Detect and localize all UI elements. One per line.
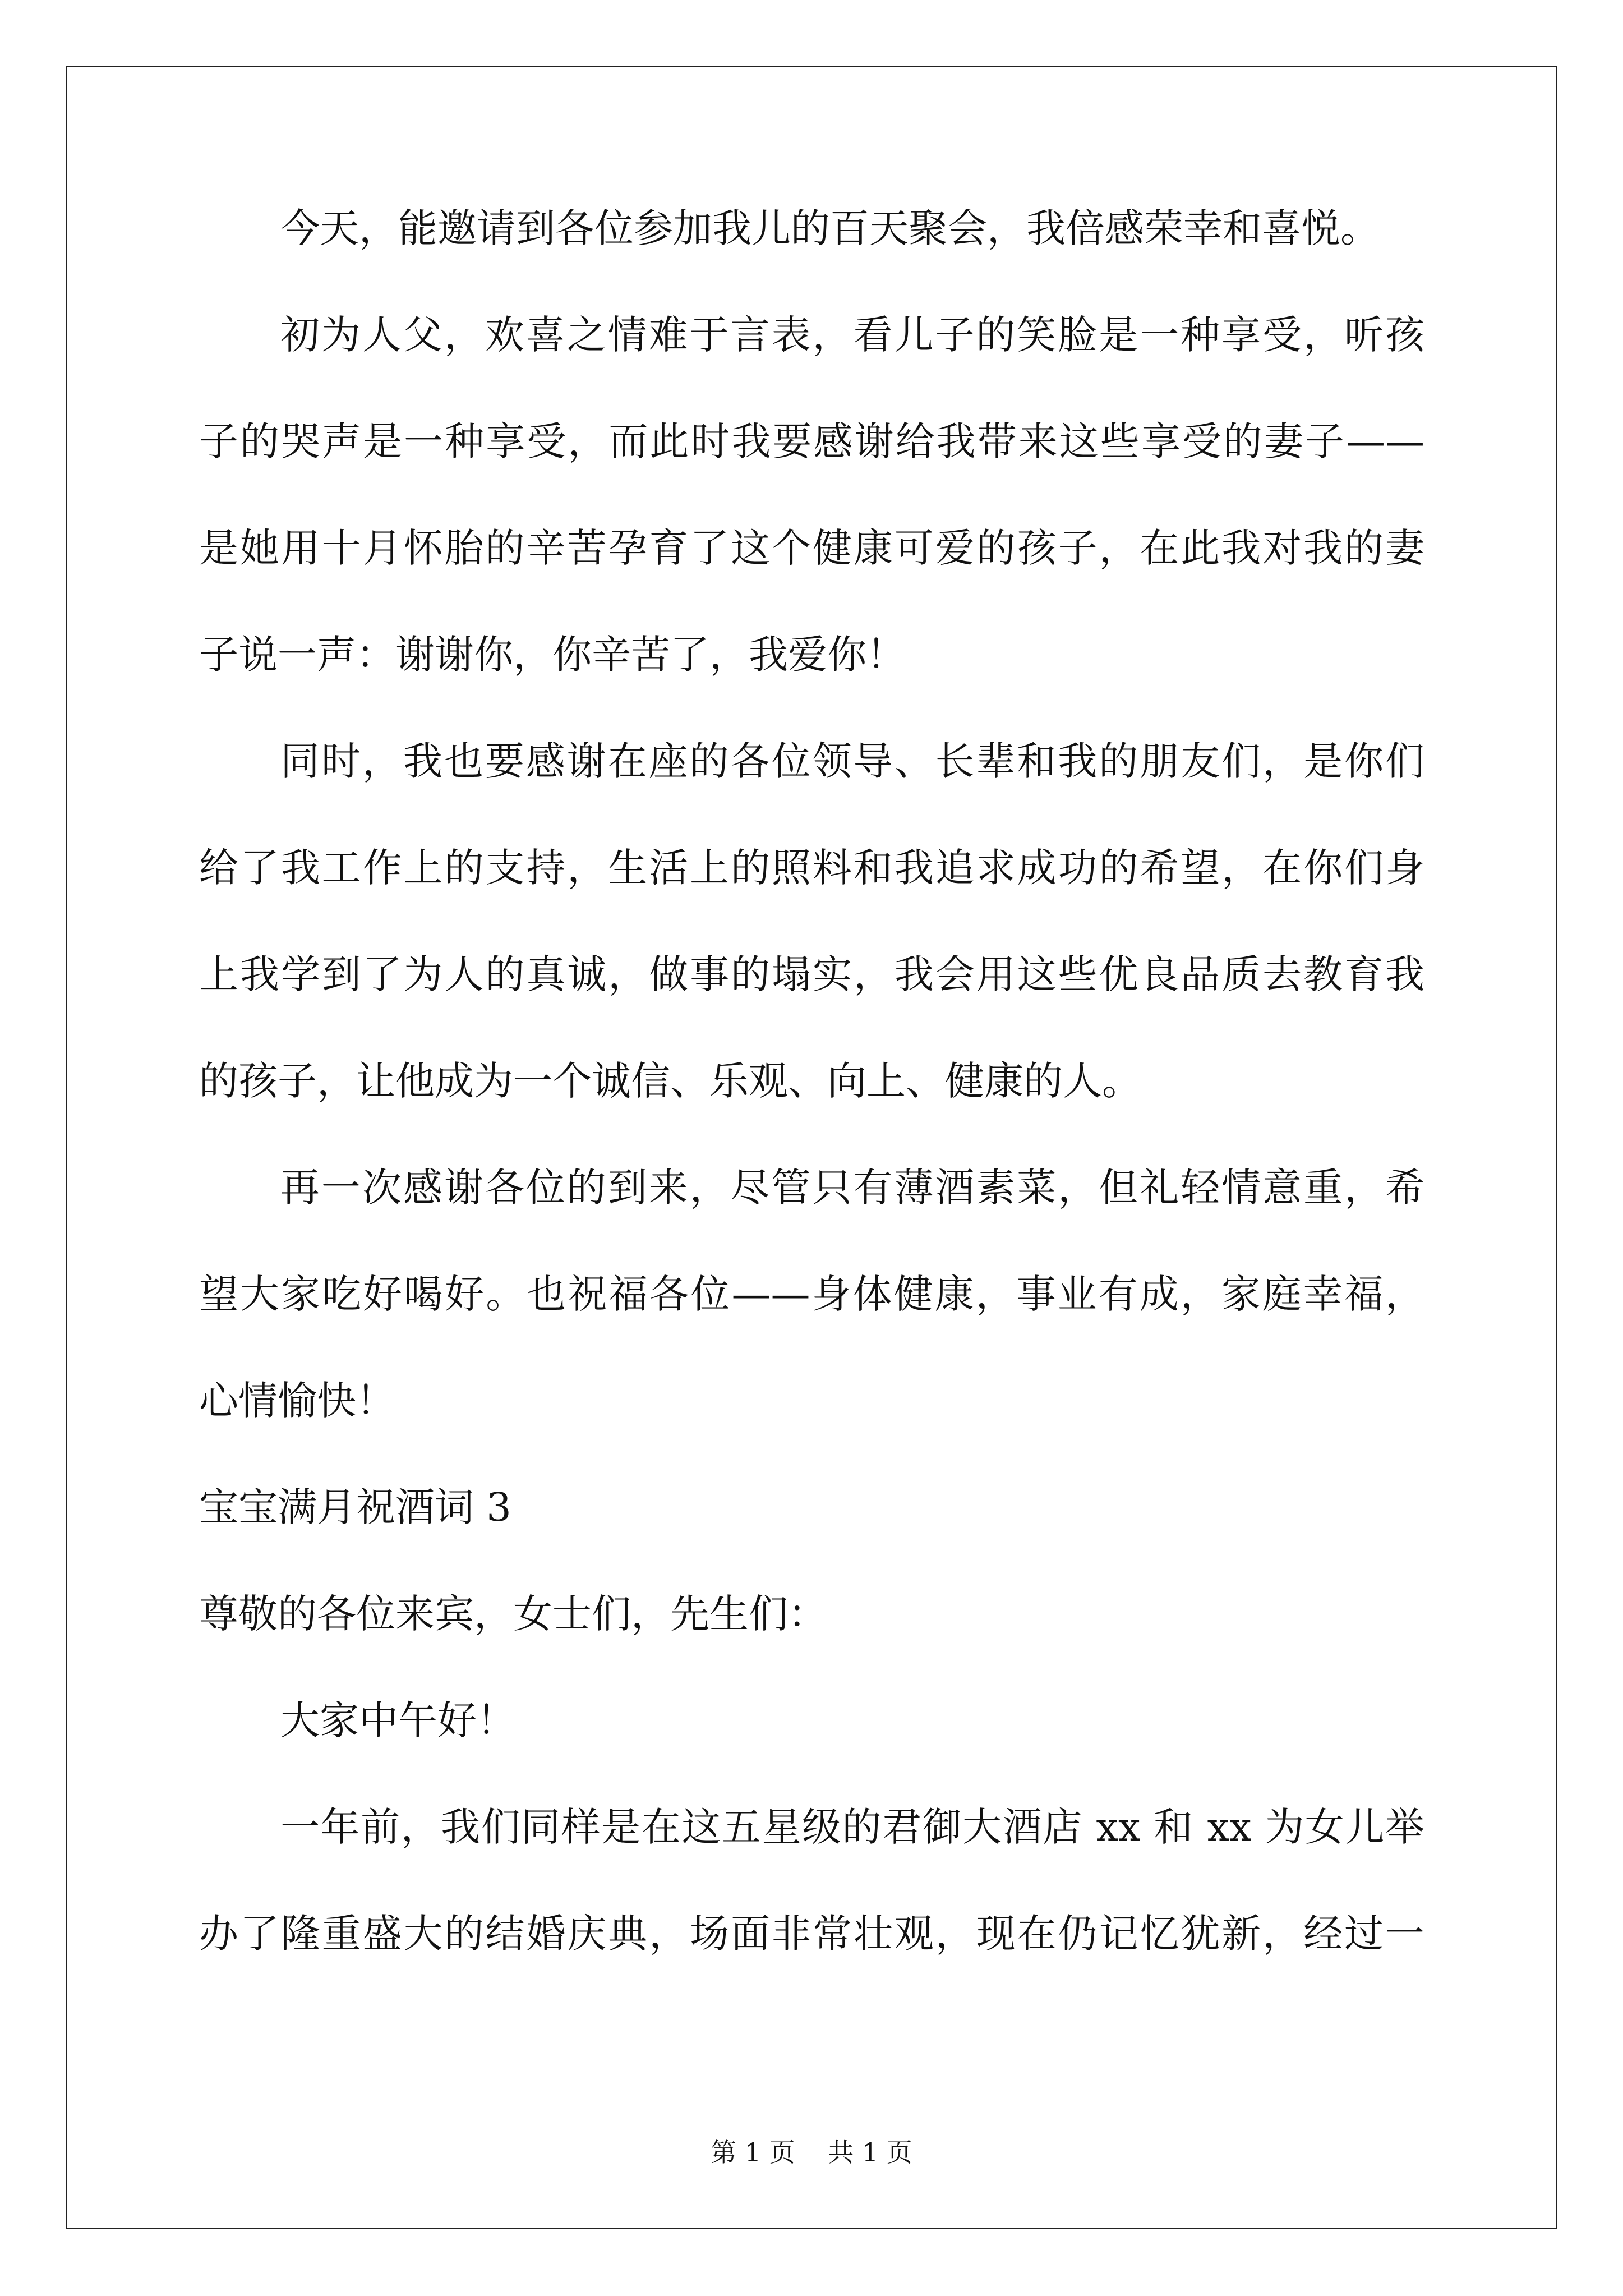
paragraph-line: 再一次感谢各位的到来，尽管只有薄酒素菜，但礼轻情意重，希 — [280, 1165, 1424, 1211]
section-heading: 宝宝满月祝酒词 3 — [199, 1484, 511, 1530]
paragraph-line: 今天，能邀请到各位参加我儿的百天聚会，我倍感荣幸和喜悦。 — [280, 205, 1380, 251]
greeting: 大家中午好！ — [280, 1697, 516, 1743]
paragraph-line: 初为人父，欢喜之情难于言表，看儿子的笑脸是一种享受，听孩 — [280, 312, 1424, 358]
paragraph-line: 同时，我也要感谢在座的各位领导、长辈和我的朋友们，是你们 — [280, 738, 1424, 784]
paragraph-line: 的孩子，让他成为一个诚信、乐观、向上、健康的人。 — [199, 1058, 1141, 1104]
page-footer: 第 1 页 共 1 页 — [711, 2137, 912, 2168]
paragraph-line: 一年前，我们同样是在这五星级的君御大酒店 xx 和 xx 为女儿举 — [280, 1804, 1424, 1850]
salutation: 尊敬的各位来宾，女士们，先生们： — [199, 1591, 827, 1637]
paragraph-line: 子的哭声是一种享受，而此时我要感谢给我带来这些享受的妻子—— — [199, 418, 1424, 464]
paragraph-line: 给了我工作上的支持，生活上的照料和我追求成功的希望，在你们身 — [199, 845, 1424, 891]
page-border — [66, 66, 1557, 2229]
paragraph-line: 办了隆重盛大的结婚庆典，场面非常壮观，现在仍记忆犹新，经过一 — [199, 1911, 1424, 1957]
paragraph-line: 望大家吃好喝好。也祝福各位——身体健康，事业有成，家庭幸福， — [199, 1271, 1424, 1317]
paragraph-line: 心情愉快！ — [199, 1378, 395, 1424]
paragraph-line: 子说一声：谢谢你，你辛苦了，我爱你！ — [199, 632, 906, 678]
paragraph-line: 上我学到了为人的真诚，做事的塌实，我会用这些优良品质去教育我 — [199, 951, 1424, 997]
paragraph-line: 是她用十月怀胎的辛苦孕育了这个健康可爱的孩子，在此我对我的妻 — [199, 525, 1424, 571]
